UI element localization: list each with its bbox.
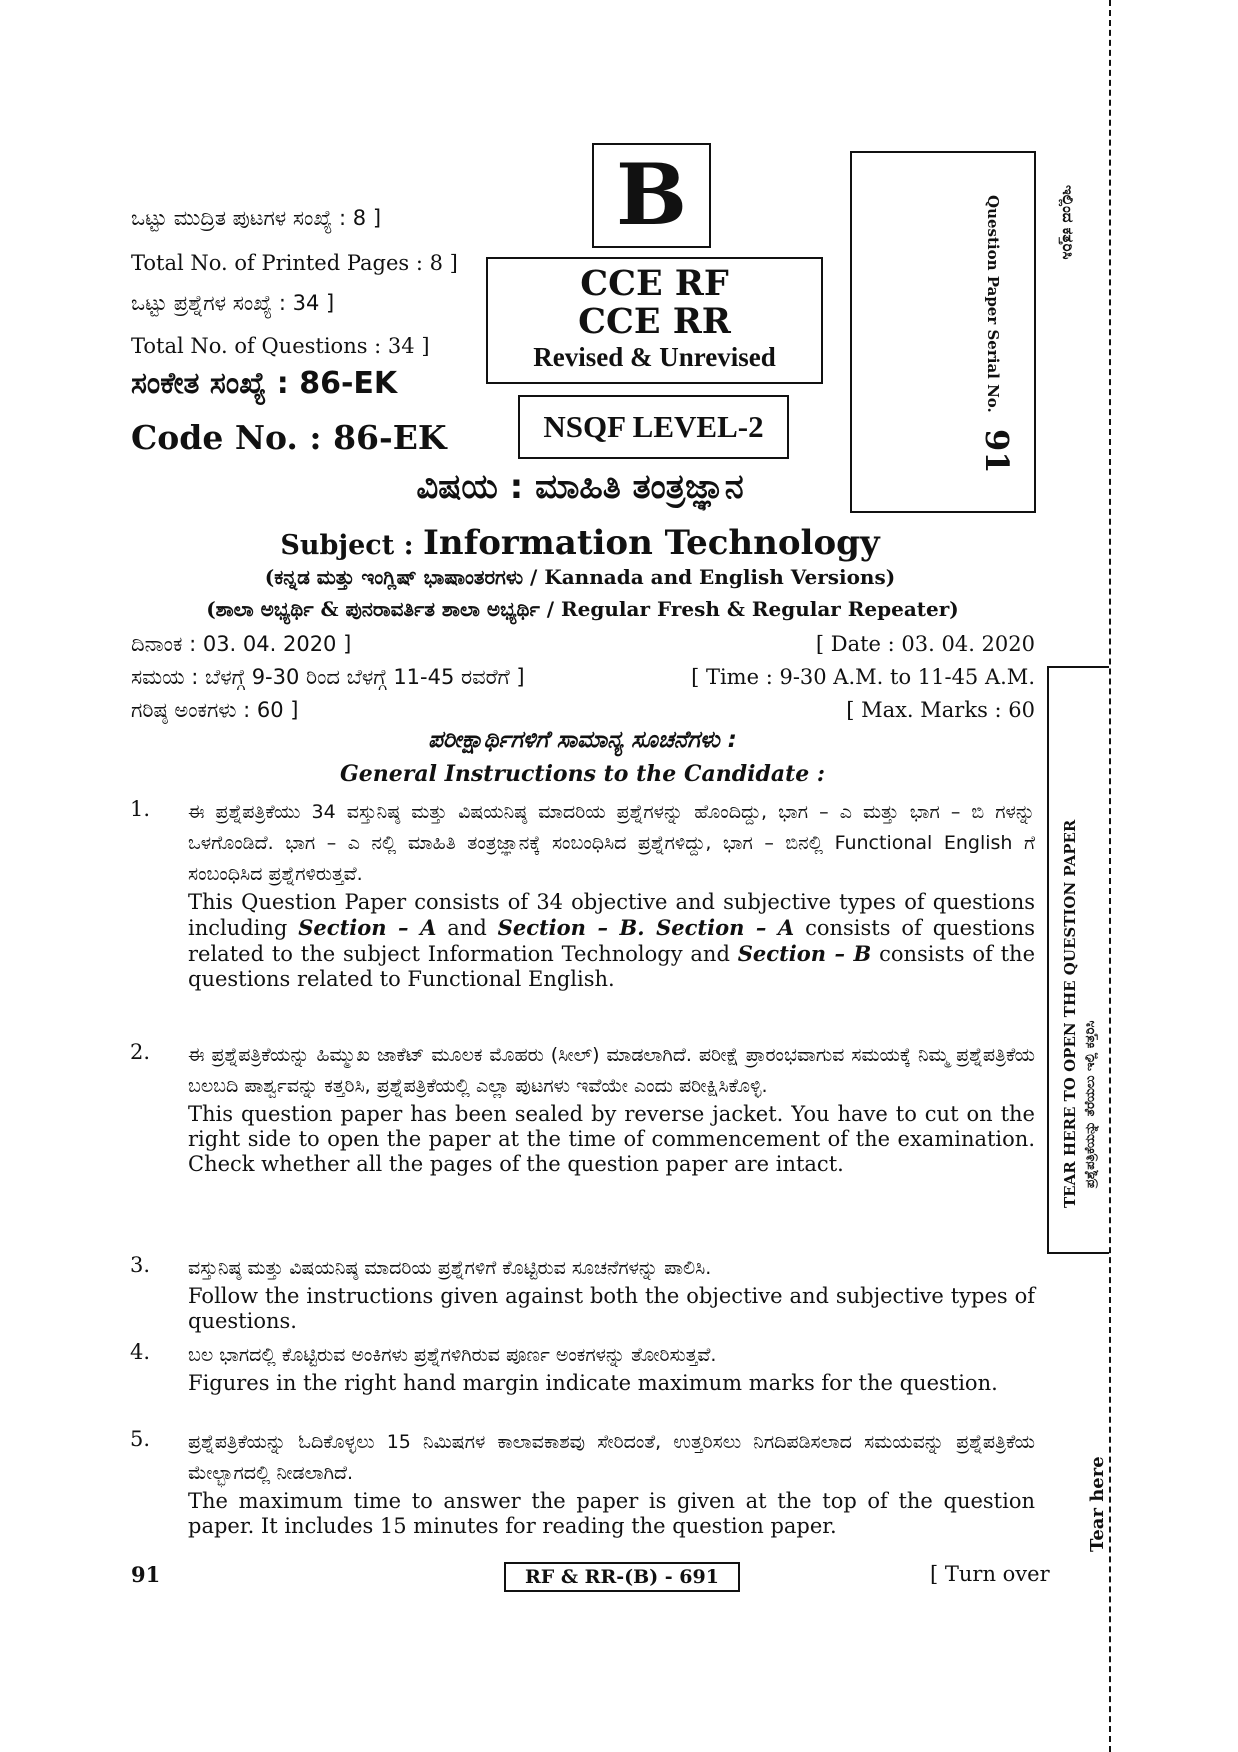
instruction-kannada: ಬಲ ಭಾಗದಲ್ಲಿ ಕೊಟ್ಟಿರುವ ಅಂಕಿಗಳು ಪ್ರಶ್ನೆಗಳಿಗಿರುವ ಪೂರ್ಣ ಅಂಕಗಳನ್ನು ತೋರಿಸುತ್ತವೆ. [188, 1344, 717, 1366]
total-questions-english: Total No. of Questions : 34 ] [131, 334, 430, 358]
subject-kannada: ವಿಷಯ : ಮಾಹಿತಿ ತಂತ್ರಜ್ಞಾನ [416, 467, 744, 507]
serial-number-label: Question Paper Serial No. [984, 195, 1002, 413]
instruction-english: Figures in the right hand margin indicate maximum marks for the question. [188, 1371, 998, 1395]
instruction-number: 1. [130, 797, 151, 821]
time-kannada: ಸಮಯ : ಬೆಳಗ್ಗೆ 9-30 ರಿಂದ ಬೆಳಗ್ಗೆ 11-45 ರವರೆಗೆ ] [131, 665, 525, 689]
instruction-english: The maximum time to answer the paper is given at the top of the question paper. It includes 15 minutes for reading the question paper. [188, 1489, 1035, 1538]
nsqf-level-text: NSQF LEVEL-2 [543, 409, 764, 444]
instruction-english: Follow the instructions given against both the objective and subjective types of questions. [188, 1284, 1035, 1333]
serial-number-value: 91 [978, 429, 1016, 474]
tear-here-label: Tear here [1087, 1456, 1108, 1552]
instruction-kannada: ವಸ್ತುನಿಷ್ಠ ಮತ್ತು ವಿಷಯನಿಷ್ಠ ಮಾದರಿಯ ಪ್ರಶ್ನೆಗಳಿಗೆ ಕೊಟ್ಟಿರುವ ಸೂಚನೆಗಳನ್ನು ಪಾಲಿಸಿ. [188, 1257, 712, 1279]
total-questions-kannada: ಒಟ್ಟು ಪ್ರಶ್ನೆಗಳ ಸಂಖ್ಯೆ : 34 ] [131, 291, 335, 315]
instruction-kannada: ಈ ಪ್ರಶ್ನೆಪತ್ರಿಕೆಯನ್ನು ಹಿಮ್ಮುಖ ಜಾಕೆಟ್ ಮೂಲಕ ಮೊಹರು (ಸೀಲ್) ಮಾಡಲಾಗಿದೆ. ಪರೀಕ್ಷೆ ಪ್ರಾರಂಭವಾಗುವ ಸಮಯಕ್ಕೆ ನಿಮ್ಮ ಪ್ರಶ್ನೆಪತ್ರಿಕೆಯ ಬಲಬದಿ ಪಾರ್ಶ್ವವನ್ನು ಕತ್ತರಿಸಿ, ಪ್ರಶ್ನೆಪತ್ರಿಕೆಯಲ್ಲಿ ಎಲ್ಲಾ ಪುಟಗಳು ಇವೆಯೇ ಎಂದು ಪರೀಕ್ಷಿಸಿಕೊಳ್ಳಿ. [188, 1044, 1035, 1097]
tear-here-english: TEAR HERE TO OPEN THE QUESTION PAPER [1061, 819, 1079, 1208]
subject-label: Subject : [280, 530, 423, 561]
instructions-title-english: General Instructions to the Candidate : [339, 761, 826, 787]
series-letter: B [616, 145, 687, 244]
printed-pages-kannada: ಒಟ್ಟು ಮುದ್ರಿತ ಪುಟಗಳ ಸಂಖ್ಯೆ : 8 ] [131, 206, 382, 230]
instruction-english: This Question Paper consists of 34 objective and subjective types of questions including Section – A and Section – B. Section – A consists of questions related to the subject Information Technology and Section – B consists of the questions related to Functional English. [188, 890, 1035, 991]
time-english: [ Time : 9-30 A.M. to 11-45 A.M. [691, 665, 1035, 689]
instruction-number: 2. [130, 1040, 151, 1064]
date-kannada: ದಿನಾಂಕ : 03. 04. 2020 ] [131, 632, 352, 656]
code-number-english: Code No. : 86-EK [131, 418, 447, 457]
turn-over-label: [ Turn over [930, 1562, 1050, 1586]
exam-line-rf: CCE RF [580, 263, 729, 304]
printed-pages-english: Total No. of Printed Pages : 8 ] [131, 251, 458, 275]
exam-type-box [486, 257, 823, 384]
instruction-number: 3. [130, 1253, 151, 1277]
nsqf-level-box [518, 395, 789, 459]
candidates-line: (ಶಾಲಾ ಅಭ್ಯರ್ಥಿ & ಪುನರಾವರ್ತಿತ ಶಾಲಾ ಅಭ್ಯರ್ಥಿ / Regular Fresh & Regular Repeater) [206, 597, 959, 621]
instruction-item-1 [130, 797, 1035, 992]
instruction-kannada: ಪ್ರಶ್ನೆಪತ್ರಿಕೆಯನ್ನು ಓದಿಕೊಳ್ಳಲು 15 ನಿಮಿಷಗಳ ಕಾಲಾವಕಾಶವು ಸೇರಿದಂತೆ, ಉತ್ತರಿಸಲು ನಿಗದಿಪಡಿಸಲಾದ ಸಮಯವನ್ನು ಪ್ರಶ್ನೆಪತ್ರಿಕೆಯ ಮೇಲ್ಭಾಗದಲ್ಲಿ ನೀಡಲಾಗಿದೆ. [188, 1431, 1035, 1484]
instructions-title-kannada: ಪರೀಕ್ಷಾರ್ಥಿಗಳಿಗೆ ಸಾಮಾನ್ಯ ಸೂಚನೆಗಳು : [428, 727, 737, 753]
instruction-number: 5. [130, 1427, 151, 1451]
code-number-kannada: ಸಂಕೇತ ಸಂಖ್ಯೆ : 86-EK [131, 366, 398, 401]
max-marks-english: [ Max. Marks : 60 [846, 698, 1035, 722]
tear-here-kannada: ಪ್ರಶ್ನೆಪತ್ರಿಕೆಯನ್ನು ತೆರೆಯಲು ಇಲ್ಲಿ ಕತ್ತರಿಸಿ [1083, 1020, 1098, 1188]
exam-line-rr: CCE RR [578, 301, 731, 342]
subject-value: Information Technology [422, 523, 880, 563]
instruction-item-2 [130, 1040, 1035, 1177]
max-marks-kannada: ಗರಿಷ್ಠ ಅಂಕಗಳು : 60 ] [131, 698, 299, 722]
cut-here-kannada-top: ಇಲ್ಲಿಂದ ಕತ್ತರಿಸಿ [1059, 185, 1077, 260]
instruction-number: 4. [130, 1340, 151, 1364]
series-box [592, 143, 711, 248]
footer-code-box [504, 1562, 740, 1592]
instruction-english: This question paper has been sealed by reverse jacket. You have to cut on the right side to open the paper at the time of commencement of the examination. Check whether all the pages of the question paper are intact. [188, 1102, 1035, 1176]
instruction-kannada: ಈ ಪ್ರಶ್ನೆಪತ್ರಿಕೆಯು 34 ವಸ್ತುನಿಷ್ಠ ಮತ್ತು ವಿಷಯನಿಷ್ಠ ಮಾದರಿಯ ಪ್ರಶ್ನೆಗಳನ್ನು ಹೊಂದಿದ್ದು, ಭಾಗ – ಎ ಮತ್ತು ಭಾಗ – ಬಿ ಗಳನ್ನು ಒಳಗೊಂಡಿದೆ. ಭಾಗ – ಎ ನಲ್ಲಿ ಮಾಹಿತಿ ತಂತ್ರಜ್ಞಾನಕ್ಕೆ ಸಂಬಂಧಿಸಿದ ಪ್ರಶ್ನೆಗಳಿದ್ದು, ಭಾಗ – ಬಿನಲ್ಲಿ Functional English ಗೆ ಸಂಬಂಧಿಸಿದ ಪ್ರಶ್ನೆಗಳಿರುತ್ತವೆ. [188, 801, 1035, 885]
footer-page-number: 91 [131, 1562, 161, 1587]
serial-number-box [850, 151, 1036, 513]
subject-english [200, 523, 960, 563]
exam-line-revised: Revised & Unrevised [533, 342, 776, 372]
instruction-item-5 [130, 1427, 1035, 1539]
date-english: [ Date : 03. 04. 2020 [815, 632, 1035, 656]
tear-instruction-box [1047, 666, 1109, 1254]
instruction-item-3 [130, 1253, 1035, 1334]
instruction-item-4 [130, 1340, 1035, 1396]
tear-dashed-line[interactable] [1109, 0, 1111, 1752]
footer-code: RF & RR-(B) - 691 [525, 1566, 719, 1588]
versions-line: (ಕನ್ನಡ ಮತ್ತು ಇಂಗ್ಲಿಷ್ ಭಾಷಾಂತರಗಳು / Kannada and English Versions) [264, 565, 896, 589]
